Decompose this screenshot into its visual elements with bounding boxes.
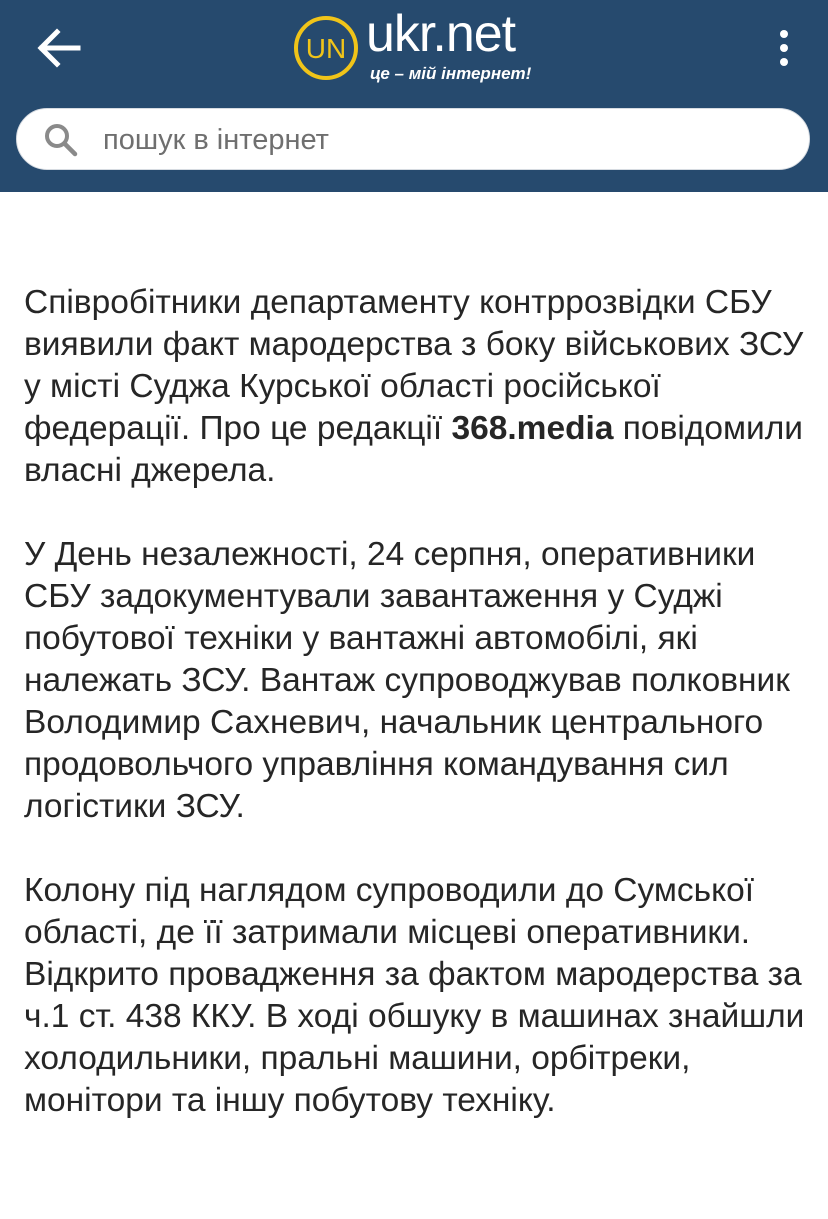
paragraph-1-text-before: Співробітники департаменту контррозвідки СБУ виявили факт мародерства з боку військових ЗСУ у місті Суджа Курської області російської федерації. Про це редакції [24,284,804,447]
logo-name: ukr.net [366,5,516,63]
article-paragraph-2: У День незалежності, 24 серпня, оперативники СБУ задокументували завантаження у Суджі побутової техніки у вантажні автомобілі, які належать ЗСУ. Вантаж супроводжував полковник Володимир Сахневич, начальник центрального продовольчого управління командування сил логістики ЗСУ. [24,536,790,825]
more-options-button[interactable] [762,18,806,78]
article-paragraph-1 [24,282,814,492]
more-vertical-icon [762,18,806,78]
arrow-left-icon [30,18,90,78]
article-paragraph-3: Колону під наглядом супроводили до Сумської області, де її затримали місцеві оперативники. Відкрито провадження за фактом мародерства за ч.1 ст. 438 ККУ. В ході обшуку в машинах знайшли холодильники, пральні машини, орбітреки, монітори та іншу побутову техніку. [24,872,805,1119]
article-body [24,282,814,1164]
logo-tagline: це – мій інтернет! [370,64,532,83]
app-header [0,0,828,192]
ukrnet-logo[interactable] [292,5,542,88]
search-placeholder: пошук в інтернет [103,124,329,156]
source-link[interactable]: 368.media [451,410,614,447]
logo-mark-letters: UN [305,33,347,64]
search-icon [43,122,79,158]
ukrnet-logo-mark [292,14,360,82]
search-input[interactable] [16,108,810,170]
back-button[interactable] [30,18,90,78]
paragraph-1-text-after: повідомили власні джерела. [24,410,803,489]
